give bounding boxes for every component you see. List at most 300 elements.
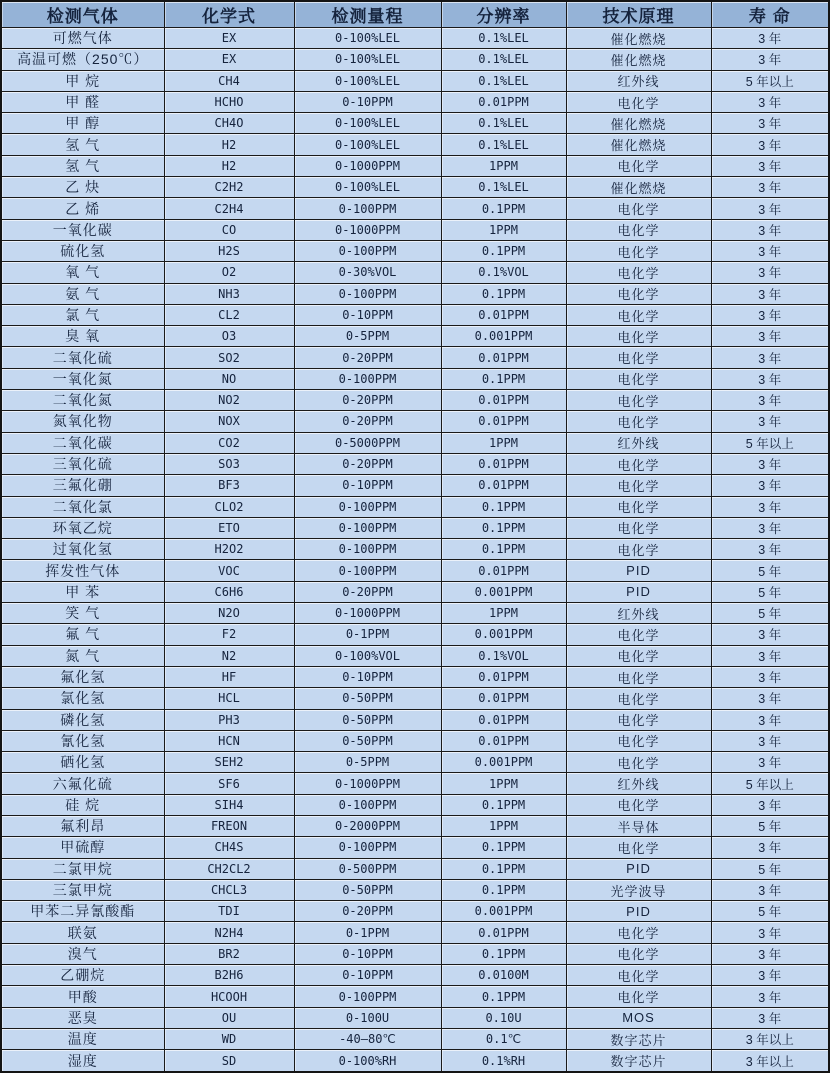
- cell: H2O2: [164, 539, 294, 560]
- cell: CH4: [164, 70, 294, 91]
- cell: 0.01PPM: [441, 730, 566, 751]
- cell: EX: [164, 28, 294, 49]
- cell: 1PPM: [441, 219, 566, 240]
- cell: 3 年: [711, 347, 829, 368]
- cell: SEH2: [164, 752, 294, 773]
- cell: 3 年: [711, 709, 829, 730]
- cell: 氟化氢: [1, 666, 164, 687]
- cell: 0-20PPM: [294, 581, 441, 602]
- cell: 0.1PPM: [441, 283, 566, 304]
- table-row: [1, 730, 829, 751]
- cell: 3 年: [711, 113, 829, 134]
- cell: 电化学: [566, 837, 711, 858]
- cell: 0-100%LEL: [294, 113, 441, 134]
- cell: 电化学: [566, 688, 711, 709]
- cell: C6H6: [164, 581, 294, 602]
- cell: 电化学: [566, 347, 711, 368]
- cell: CO2: [164, 432, 294, 453]
- table-header: [1, 1, 829, 28]
- cell: 催化燃烧: [566, 113, 711, 134]
- cell: 0-100PPM: [294, 198, 441, 219]
- cell: 0.1%VOL: [441, 262, 566, 283]
- cell: 0.1PPM: [441, 837, 566, 858]
- cell: 氯化氢: [1, 688, 164, 709]
- table-row: [1, 411, 829, 432]
- cell: 0-10PPM: [294, 943, 441, 964]
- column-header: 分辨率: [441, 1, 566, 28]
- cell: 红外线: [566, 773, 711, 794]
- cell: PH3: [164, 709, 294, 730]
- table-row: [1, 49, 829, 70]
- cell: 甲硫醇: [1, 837, 164, 858]
- cell: SF6: [164, 773, 294, 794]
- cell: 催化燃烧: [566, 49, 711, 70]
- cell: 0.1%LEL: [441, 70, 566, 91]
- table-row: [1, 922, 829, 943]
- cell: 0.01PPM: [441, 347, 566, 368]
- cell: 电化学: [566, 496, 711, 517]
- cell: 3 年: [711, 368, 829, 389]
- cell: 乙 烯: [1, 198, 164, 219]
- table-row: [1, 624, 829, 645]
- cell: 六氟化硫: [1, 773, 164, 794]
- cell: 3 年: [711, 198, 829, 219]
- table-row: [1, 560, 829, 581]
- cell: 3 年: [711, 326, 829, 347]
- cell: 0-10PPM: [294, 666, 441, 687]
- table-row: [1, 1007, 829, 1028]
- column-header: 寿 命: [711, 1, 829, 28]
- cell: 0-20PPM: [294, 901, 441, 922]
- table-row: [1, 666, 829, 687]
- cell: 0-100U: [294, 1007, 441, 1028]
- cell: 0-50PPM: [294, 879, 441, 900]
- cell: 0.001PPM: [441, 581, 566, 602]
- cell: NO: [164, 368, 294, 389]
- cell: 3 年: [711, 688, 829, 709]
- table-row: [1, 837, 829, 858]
- cell: 红外线: [566, 70, 711, 91]
- cell: 3 年以上: [711, 1028, 829, 1049]
- cell: 0.1PPM: [441, 858, 566, 879]
- cell: 磷化氢: [1, 709, 164, 730]
- cell: 电化学: [566, 453, 711, 474]
- cell: 红外线: [566, 432, 711, 453]
- cell: BF3: [164, 475, 294, 496]
- table-row: [1, 752, 829, 773]
- cell: 0-100PPM: [294, 240, 441, 261]
- cell: PID: [566, 858, 711, 879]
- cell: 0-5000PPM: [294, 432, 441, 453]
- cell: WD: [164, 1028, 294, 1049]
- cell: 0.1%LEL: [441, 177, 566, 198]
- table-row: [1, 603, 829, 624]
- cell: 3 年: [711, 219, 829, 240]
- cell: 氮氧化物: [1, 411, 164, 432]
- cell: 电化学: [566, 794, 711, 815]
- cell: 0-2000PPM: [294, 815, 441, 836]
- table-row: [1, 773, 829, 794]
- cell: 3 年: [711, 517, 829, 538]
- cell: 0-1000PPM: [294, 603, 441, 624]
- table-row: [1, 326, 829, 347]
- cell: 电化学: [566, 155, 711, 176]
- cell: 3 年: [711, 879, 829, 900]
- table-row: [1, 28, 829, 49]
- cell: 电化学: [566, 304, 711, 325]
- cell: 过氧化氢: [1, 539, 164, 560]
- cell: 电化学: [566, 752, 711, 773]
- cell: 乙硼烷: [1, 965, 164, 986]
- cell: 0.01PPM: [441, 666, 566, 687]
- cell: NO2: [164, 390, 294, 411]
- table-row: [1, 496, 829, 517]
- cell: 0.01PPM: [441, 304, 566, 325]
- cell: 联氨: [1, 922, 164, 943]
- cell: -40—80℃: [294, 1028, 441, 1049]
- cell: 3 年: [711, 91, 829, 112]
- cell: 5 年以上: [711, 432, 829, 453]
- cell: 0.01PPM: [441, 390, 566, 411]
- cell: 甲酸: [1, 986, 164, 1007]
- cell: EX: [164, 49, 294, 70]
- table-row: [1, 347, 829, 368]
- cell: 0-100%LEL: [294, 134, 441, 155]
- cell: 0.01PPM: [441, 91, 566, 112]
- cell: 电化学: [566, 368, 711, 389]
- cell: 3 年: [711, 475, 829, 496]
- cell: HCHO: [164, 91, 294, 112]
- cell: 0.1PPM: [441, 943, 566, 964]
- cell: 5 年: [711, 603, 829, 624]
- cell: 3 年: [711, 943, 829, 964]
- cell: 温度: [1, 1028, 164, 1049]
- cell: C2H2: [164, 177, 294, 198]
- cell: 3 年: [711, 1007, 829, 1028]
- cell: 0-1PPM: [294, 624, 441, 645]
- cell: 0-500PPM: [294, 858, 441, 879]
- cell: 二氧化硫: [1, 347, 164, 368]
- cell: 3 年: [711, 986, 829, 1007]
- cell: 三氟化硼: [1, 475, 164, 496]
- cell: SO3: [164, 453, 294, 474]
- cell: B2H6: [164, 965, 294, 986]
- cell: 电化学: [566, 326, 711, 347]
- cell: 电化学: [566, 475, 711, 496]
- cell: 氰化氢: [1, 730, 164, 751]
- cell: 3 年: [711, 177, 829, 198]
- table-row: [1, 134, 829, 155]
- cell: 1PPM: [441, 432, 566, 453]
- cell: 0-10PPM: [294, 91, 441, 112]
- cell: 3 年: [711, 922, 829, 943]
- table-row: [1, 198, 829, 219]
- cell: 环氧乙烷: [1, 517, 164, 538]
- cell: 0.01PPM: [441, 560, 566, 581]
- cell: 电化学: [566, 666, 711, 687]
- cell: 三氧化硫: [1, 453, 164, 474]
- table-row: [1, 368, 829, 389]
- cell: 一氧化碳: [1, 219, 164, 240]
- cell: 1PPM: [441, 815, 566, 836]
- table-row: [1, 901, 829, 922]
- cell: CLO2: [164, 496, 294, 517]
- cell: 红外线: [566, 603, 711, 624]
- cell: 三氯甲烷: [1, 879, 164, 900]
- cell: CH2CL2: [164, 858, 294, 879]
- cell: 0-100PPM: [294, 560, 441, 581]
- cell: 0-10PPM: [294, 965, 441, 986]
- cell: 电化学: [566, 922, 711, 943]
- cell: 3 年: [711, 28, 829, 49]
- cell: CO: [164, 219, 294, 240]
- cell: 催化燃烧: [566, 134, 711, 155]
- table-row: [1, 581, 829, 602]
- table-row: [1, 113, 829, 134]
- table-body: [1, 28, 829, 1073]
- cell: 0-10PPM: [294, 304, 441, 325]
- cell: 3 年: [711, 304, 829, 325]
- cell: 0-20PPM: [294, 390, 441, 411]
- cell: 氟 气: [1, 624, 164, 645]
- table-row: [1, 1028, 829, 1049]
- cell: HCN: [164, 730, 294, 751]
- cell: 硒化氢: [1, 752, 164, 773]
- table-row: [1, 390, 829, 411]
- cell: 0-100PPM: [294, 496, 441, 517]
- cell: 0.1PPM: [441, 539, 566, 560]
- cell: 3 年: [711, 453, 829, 474]
- cell: 数字芯片: [566, 1028, 711, 1049]
- cell: 氟利昂: [1, 815, 164, 836]
- cell: SD: [164, 1050, 294, 1072]
- cell: 电化学: [566, 986, 711, 1007]
- cell: 二氧化氯: [1, 496, 164, 517]
- table-row: [1, 688, 829, 709]
- cell: 5 年: [711, 858, 829, 879]
- cell: 催化燃烧: [566, 28, 711, 49]
- cell: 光学波导: [566, 879, 711, 900]
- cell: H2S: [164, 240, 294, 261]
- cell: 0.1%LEL: [441, 134, 566, 155]
- cell: 3 年: [711, 262, 829, 283]
- cell: 0-20PPM: [294, 453, 441, 474]
- cell: 甲 烷: [1, 70, 164, 91]
- cell: 0-100PPM: [294, 368, 441, 389]
- table-row: [1, 943, 829, 964]
- cell: 甲苯二异氰酸酯: [1, 901, 164, 922]
- cell: 氮 气: [1, 645, 164, 666]
- cell: 电化学: [566, 965, 711, 986]
- cell: 乙 炔: [1, 177, 164, 198]
- cell: 0-30%VOL: [294, 262, 441, 283]
- cell: 0-10PPM: [294, 475, 441, 496]
- cell: 电化学: [566, 262, 711, 283]
- table-row: [1, 794, 829, 815]
- cell: 0-20PPM: [294, 347, 441, 368]
- cell: 0.1PPM: [441, 240, 566, 261]
- table-row: [1, 539, 829, 560]
- cell: 0-100%LEL: [294, 70, 441, 91]
- cell: NOX: [164, 411, 294, 432]
- cell: 3 年: [711, 155, 829, 176]
- cell: 氢 气: [1, 134, 164, 155]
- cell: 3 年: [711, 134, 829, 155]
- cell: 甲 苯: [1, 581, 164, 602]
- cell: 0-1000PPM: [294, 773, 441, 794]
- header-row: [1, 1, 829, 28]
- cell: 0.1PPM: [441, 198, 566, 219]
- cell: 1PPM: [441, 773, 566, 794]
- cell: NH3: [164, 283, 294, 304]
- cell: TDI: [164, 901, 294, 922]
- cell: 0-1PPM: [294, 922, 441, 943]
- table-row: [1, 155, 829, 176]
- cell: N2H4: [164, 922, 294, 943]
- cell: O2: [164, 262, 294, 283]
- table-row: [1, 70, 829, 91]
- cell: 0.01PPM: [441, 453, 566, 474]
- cell: 5 年: [711, 581, 829, 602]
- cell: 0.01PPM: [441, 922, 566, 943]
- cell: 0.1PPM: [441, 879, 566, 900]
- cell: PID: [566, 581, 711, 602]
- table-row: [1, 858, 829, 879]
- cell: 0.1%VOL: [441, 645, 566, 666]
- cell: 0-100%LEL: [294, 49, 441, 70]
- cell: 二氧化氮: [1, 390, 164, 411]
- cell: 3 年: [711, 624, 829, 645]
- cell: 恶臭: [1, 1007, 164, 1028]
- cell: 高温可燃（250℃）: [1, 49, 164, 70]
- cell: 氧 气: [1, 262, 164, 283]
- column-header: 检测量程: [294, 1, 441, 28]
- cell: 0.1PPM: [441, 496, 566, 517]
- cell: 0.01PPM: [441, 475, 566, 496]
- cell: 电化学: [566, 517, 711, 538]
- cell: 0.1℃: [441, 1028, 566, 1049]
- table-row: [1, 432, 829, 453]
- cell: 电化学: [566, 730, 711, 751]
- cell: 5 年以上: [711, 70, 829, 91]
- table-row: [1, 91, 829, 112]
- cell: 硅 烷: [1, 794, 164, 815]
- cell: 3 年: [711, 645, 829, 666]
- cell: SO2: [164, 347, 294, 368]
- cell: 0-100PPM: [294, 517, 441, 538]
- cell: 0-1000PPM: [294, 219, 441, 240]
- cell: 3 年: [711, 794, 829, 815]
- cell: OU: [164, 1007, 294, 1028]
- cell: C2H4: [164, 198, 294, 219]
- table-row: [1, 879, 829, 900]
- cell: 电化学: [566, 624, 711, 645]
- cell: 0-100PPM: [294, 986, 441, 1007]
- cell: 电化学: [566, 645, 711, 666]
- table-row: [1, 986, 829, 1007]
- cell: O3: [164, 326, 294, 347]
- cell: 二氯甲烷: [1, 858, 164, 879]
- cell: 0-100PPM: [294, 283, 441, 304]
- cell: 0.01PPM: [441, 411, 566, 432]
- cell: 0-100%LEL: [294, 177, 441, 198]
- cell: 0.001PPM: [441, 326, 566, 347]
- cell: 甲 醇: [1, 113, 164, 134]
- cell: 3 年: [711, 752, 829, 773]
- cell: 5 年: [711, 901, 829, 922]
- cell: 0.1%LEL: [441, 113, 566, 134]
- cell: ETO: [164, 517, 294, 538]
- column-header: 化学式: [164, 1, 294, 28]
- cell: 电化学: [566, 91, 711, 112]
- cell: 0.1PPM: [441, 517, 566, 538]
- cell: 二氧化碳: [1, 432, 164, 453]
- cell: 可燃气体: [1, 28, 164, 49]
- cell: 0-1000PPM: [294, 155, 441, 176]
- cell: CH4S: [164, 837, 294, 858]
- cell: 电化学: [566, 283, 711, 304]
- cell: 0.10U: [441, 1007, 566, 1028]
- cell: 0.01PPM: [441, 688, 566, 709]
- cell: N2O: [164, 603, 294, 624]
- cell: 氯 气: [1, 304, 164, 325]
- cell: 电化学: [566, 411, 711, 432]
- cell: 电化学: [566, 219, 711, 240]
- cell: CL2: [164, 304, 294, 325]
- cell: MOS: [566, 1007, 711, 1028]
- cell: PID: [566, 560, 711, 581]
- cell: 3 年: [711, 965, 829, 986]
- table-row: [1, 517, 829, 538]
- cell: H2: [164, 134, 294, 155]
- cell: 3 年: [711, 390, 829, 411]
- cell: 5 年: [711, 560, 829, 581]
- cell: 0-100%LEL: [294, 28, 441, 49]
- cell: CHCL3: [164, 879, 294, 900]
- cell: 0-50PPM: [294, 709, 441, 730]
- cell: 0-100PPM: [294, 539, 441, 560]
- cell: 0-100PPM: [294, 837, 441, 858]
- cell: 0-5PPM: [294, 326, 441, 347]
- table-row: [1, 304, 829, 325]
- cell: 0.001PPM: [441, 624, 566, 645]
- cell: HF: [164, 666, 294, 687]
- cell: 3 年: [711, 240, 829, 261]
- cell: 5 年以上: [711, 773, 829, 794]
- cell: 0.1PPM: [441, 986, 566, 1007]
- cell: 硫化氢: [1, 240, 164, 261]
- cell: 0.1PPM: [441, 794, 566, 815]
- cell: BR2: [164, 943, 294, 964]
- cell: 3 年以上: [711, 1050, 829, 1072]
- cell: 3 年: [711, 283, 829, 304]
- cell: 溴气: [1, 943, 164, 964]
- cell: 电化学: [566, 709, 711, 730]
- cell: 笑 气: [1, 603, 164, 624]
- cell: 3 年: [711, 49, 829, 70]
- table-row: [1, 262, 829, 283]
- cell: 电化学: [566, 943, 711, 964]
- cell: PID: [566, 901, 711, 922]
- cell: 催化燃烧: [566, 177, 711, 198]
- cell: FREON: [164, 815, 294, 836]
- cell: 电化学: [566, 539, 711, 560]
- cell: 1PPM: [441, 155, 566, 176]
- cell: 0-50PPM: [294, 688, 441, 709]
- cell: 0-20PPM: [294, 411, 441, 432]
- cell: 0-100PPM: [294, 794, 441, 815]
- cell: SIH4: [164, 794, 294, 815]
